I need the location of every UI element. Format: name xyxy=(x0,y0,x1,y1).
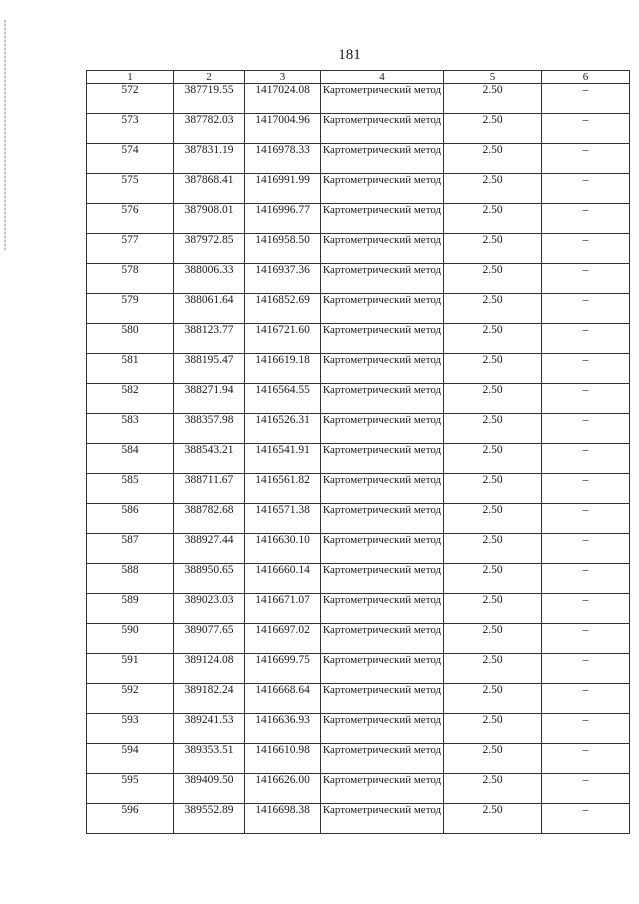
point-number-cell: 586 xyxy=(87,504,174,534)
table-row xyxy=(87,384,630,414)
table-header-row xyxy=(87,71,630,84)
table-row xyxy=(87,714,630,744)
method-cell: Картометрический метод xyxy=(321,144,444,174)
x-coordinate-cell: 389552.89 xyxy=(174,804,245,834)
table-row xyxy=(87,354,630,384)
point-number-cell: 574 xyxy=(87,144,174,174)
x-coordinate-cell: 389182.24 xyxy=(174,684,245,714)
note-cell: – xyxy=(542,504,630,534)
note-cell: – xyxy=(542,804,630,834)
column-header-2: 2 xyxy=(174,71,245,84)
x-coordinate-cell: 388271.94 xyxy=(174,384,245,414)
accuracy-cell: 2.50 xyxy=(444,264,542,294)
accuracy-cell: 2.50 xyxy=(444,204,542,234)
accuracy-cell: 2.50 xyxy=(444,84,542,114)
method-cell: Картометрический метод xyxy=(321,594,444,624)
note-cell: – xyxy=(542,444,630,474)
y-coordinate-cell: 1417024.08 xyxy=(245,84,321,114)
column-header-4: 4 xyxy=(321,71,444,84)
table-row xyxy=(87,174,630,204)
x-coordinate-cell: 389409.50 xyxy=(174,774,245,804)
y-coordinate-cell: 1416699.75 xyxy=(245,654,321,684)
table-row xyxy=(87,264,630,294)
table-row xyxy=(87,654,630,684)
method-cell: Картометрический метод xyxy=(321,84,444,114)
point-number-cell: 589 xyxy=(87,594,174,624)
accuracy-cell: 2.50 xyxy=(444,534,542,564)
note-cell: – xyxy=(542,744,630,774)
point-number-cell: 576 xyxy=(87,204,174,234)
note-cell: – xyxy=(542,114,630,144)
point-number-cell: 588 xyxy=(87,564,174,594)
table-row xyxy=(87,774,630,804)
x-coordinate-cell: 388195.47 xyxy=(174,354,245,384)
method-cell: Картометрический метод xyxy=(321,234,444,264)
x-coordinate-cell: 387719.55 xyxy=(174,84,245,114)
accuracy-cell: 2.50 xyxy=(444,354,542,384)
note-cell: – xyxy=(542,564,630,594)
accuracy-cell: 2.50 xyxy=(444,594,542,624)
x-coordinate-cell: 387972.85 xyxy=(174,234,245,264)
x-coordinate-cell: 388006.33 xyxy=(174,264,245,294)
table-row xyxy=(87,504,630,534)
note-cell: – xyxy=(542,324,630,354)
point-number-cell: 590 xyxy=(87,624,174,654)
note-cell: – xyxy=(542,654,630,684)
note-cell: – xyxy=(542,774,630,804)
table-row xyxy=(87,84,630,114)
x-coordinate-cell: 389124.08 xyxy=(174,654,245,684)
method-cell: Картометрический метод xyxy=(321,774,444,804)
point-number-cell: 580 xyxy=(87,324,174,354)
y-coordinate-cell: 1416698.38 xyxy=(245,804,321,834)
x-coordinate-cell: 387831.19 xyxy=(174,144,245,174)
table-row xyxy=(87,594,630,624)
table-body xyxy=(87,84,630,834)
note-cell: – xyxy=(542,714,630,744)
note-cell: – xyxy=(542,264,630,294)
x-coordinate-cell: 387868.41 xyxy=(174,174,245,204)
y-coordinate-cell: 1416721.60 xyxy=(245,324,321,354)
point-number-cell: 573 xyxy=(87,114,174,144)
y-coordinate-cell: 1416630.10 xyxy=(245,534,321,564)
y-coordinate-cell: 1416697.02 xyxy=(245,624,321,654)
method-cell: Картометрический метод xyxy=(321,504,444,534)
accuracy-cell: 2.50 xyxy=(444,804,542,834)
point-number-cell: 592 xyxy=(87,684,174,714)
column-header-5: 5 xyxy=(444,71,542,84)
point-number-cell: 575 xyxy=(87,174,174,204)
y-coordinate-cell: 1416991.99 xyxy=(245,174,321,204)
column-header-6: 6 xyxy=(542,71,630,84)
x-coordinate-cell: 387782.03 xyxy=(174,114,245,144)
accuracy-cell: 2.50 xyxy=(444,744,542,774)
note-cell: – xyxy=(542,354,630,384)
table-row xyxy=(87,534,630,564)
method-cell: Картометрический метод xyxy=(321,714,444,744)
method-cell: Картометрический метод xyxy=(321,534,444,564)
point-number-cell: 579 xyxy=(87,294,174,324)
table-row xyxy=(87,804,630,834)
point-number-cell: 582 xyxy=(87,384,174,414)
y-coordinate-cell: 1416610.98 xyxy=(245,744,321,774)
point-number-cell: 581 xyxy=(87,354,174,384)
method-cell: Картометрический метод xyxy=(321,264,444,294)
accuracy-cell: 2.50 xyxy=(444,144,542,174)
note-cell: – xyxy=(542,84,630,114)
table-row xyxy=(87,444,630,474)
y-coordinate-cell: 1417004.96 xyxy=(245,114,321,144)
y-coordinate-cell: 1416541.91 xyxy=(245,444,321,474)
x-coordinate-cell: 388061.64 xyxy=(174,294,245,324)
method-cell: Картометрический метод xyxy=(321,804,444,834)
table-row xyxy=(87,624,630,654)
method-cell: Картометрический метод xyxy=(321,294,444,324)
accuracy-cell: 2.50 xyxy=(444,414,542,444)
y-coordinate-cell: 1416636.93 xyxy=(245,714,321,744)
x-coordinate-cell: 388711.67 xyxy=(174,474,245,504)
x-coordinate-cell: 388950.65 xyxy=(174,564,245,594)
y-coordinate-cell: 1416852.69 xyxy=(245,294,321,324)
table-row xyxy=(87,324,630,354)
method-cell: Картометрический метод xyxy=(321,354,444,384)
method-cell: Картометрический метод xyxy=(321,684,444,714)
accuracy-cell: 2.50 xyxy=(444,624,542,654)
note-cell: – xyxy=(542,684,630,714)
accuracy-cell: 2.50 xyxy=(444,774,542,804)
y-coordinate-cell: 1416978.33 xyxy=(245,144,321,174)
point-number-cell: 578 xyxy=(87,264,174,294)
y-coordinate-cell: 1416564.55 xyxy=(245,384,321,414)
method-cell: Картометрический метод xyxy=(321,324,444,354)
point-number-cell: 584 xyxy=(87,444,174,474)
accuracy-cell: 2.50 xyxy=(444,234,542,264)
accuracy-cell: 2.50 xyxy=(444,174,542,204)
table-row xyxy=(87,474,630,504)
point-number-cell: 572 xyxy=(87,84,174,114)
method-cell: Картометрический метод xyxy=(321,444,444,474)
method-cell: Картометрический метод xyxy=(321,744,444,774)
accuracy-cell: 2.50 xyxy=(444,324,542,354)
y-coordinate-cell: 1416937.36 xyxy=(245,264,321,294)
note-cell: – xyxy=(542,174,630,204)
table-row xyxy=(87,234,630,264)
note-cell: – xyxy=(542,414,630,444)
point-number-cell: 594 xyxy=(87,744,174,774)
y-coordinate-cell: 1416958.50 xyxy=(245,234,321,264)
note-cell: – xyxy=(542,534,630,564)
table-row xyxy=(87,564,630,594)
y-coordinate-cell: 1416996.77 xyxy=(245,204,321,234)
x-coordinate-cell: 389241.53 xyxy=(174,714,245,744)
x-coordinate-cell: 388927.44 xyxy=(174,534,245,564)
x-coordinate-cell: 389353.51 xyxy=(174,744,245,774)
note-cell: – xyxy=(542,624,630,654)
table-row xyxy=(87,684,630,714)
x-coordinate-cell: 388123.77 xyxy=(174,324,245,354)
accuracy-cell: 2.50 xyxy=(444,444,542,474)
method-cell: Картометрический метод xyxy=(321,114,444,144)
method-cell: Картометрический метод xyxy=(321,624,444,654)
method-cell: Картометрический метод xyxy=(321,564,444,594)
x-coordinate-cell: 387908.01 xyxy=(174,204,245,234)
x-coordinate-cell: 388782.68 xyxy=(174,504,245,534)
point-number-cell: 585 xyxy=(87,474,174,504)
point-number-cell: 596 xyxy=(87,804,174,834)
table-row xyxy=(87,414,630,444)
method-cell: Картометрический метод xyxy=(321,414,444,444)
column-header-1: 1 xyxy=(87,71,174,84)
y-coordinate-cell: 1416526.31 xyxy=(245,414,321,444)
accuracy-cell: 2.50 xyxy=(444,474,542,504)
accuracy-cell: 2.50 xyxy=(444,714,542,744)
accuracy-cell: 2.50 xyxy=(444,654,542,684)
point-number-cell: 577 xyxy=(87,234,174,264)
accuracy-cell: 2.50 xyxy=(444,114,542,144)
method-cell: Картометрический метод xyxy=(321,654,444,684)
note-cell: – xyxy=(542,474,630,504)
note-cell: – xyxy=(542,594,630,624)
note-cell: – xyxy=(542,204,630,234)
method-cell: Картометрический метод xyxy=(321,204,444,234)
accuracy-cell: 2.50 xyxy=(444,504,542,534)
table-row xyxy=(87,294,630,324)
x-coordinate-cell: 389023.03 xyxy=(174,594,245,624)
accuracy-cell: 2.50 xyxy=(444,384,542,414)
point-number-cell: 593 xyxy=(87,714,174,744)
y-coordinate-cell: 1416571.38 xyxy=(245,504,321,534)
y-coordinate-cell: 1416626.00 xyxy=(245,774,321,804)
note-cell: – xyxy=(542,144,630,174)
table-row xyxy=(87,204,630,234)
y-coordinate-cell: 1416660.14 xyxy=(245,564,321,594)
method-cell: Картометрический метод xyxy=(321,174,444,204)
accuracy-cell: 2.50 xyxy=(444,684,542,714)
note-cell: – xyxy=(542,294,630,324)
table-row xyxy=(87,114,630,144)
table-row xyxy=(87,744,630,774)
x-coordinate-cell: 388543.21 xyxy=(174,444,245,474)
table-row xyxy=(87,144,630,174)
note-cell: – xyxy=(542,384,630,414)
coordinates-table xyxy=(86,70,630,834)
method-cell: Картометрический метод xyxy=(321,474,444,504)
y-coordinate-cell: 1416561.82 xyxy=(245,474,321,504)
accuracy-cell: 2.50 xyxy=(444,564,542,594)
note-cell: – xyxy=(542,234,630,264)
column-header-3: 3 xyxy=(245,71,321,84)
point-number-cell: 591 xyxy=(87,654,174,684)
x-coordinate-cell: 388357.98 xyxy=(174,414,245,444)
y-coordinate-cell: 1416671.07 xyxy=(245,594,321,624)
point-number-cell: 587 xyxy=(87,534,174,564)
y-coordinate-cell: 1416668.64 xyxy=(245,684,321,714)
page-number: 181 xyxy=(338,47,361,63)
x-coordinate-cell: 389077.65 xyxy=(174,624,245,654)
y-coordinate-cell: 1416619.18 xyxy=(245,354,321,384)
point-number-cell: 583 xyxy=(87,414,174,444)
point-number-cell: 595 xyxy=(87,774,174,804)
method-cell: Картометрический метод xyxy=(321,384,444,414)
accuracy-cell: 2.50 xyxy=(444,294,542,324)
